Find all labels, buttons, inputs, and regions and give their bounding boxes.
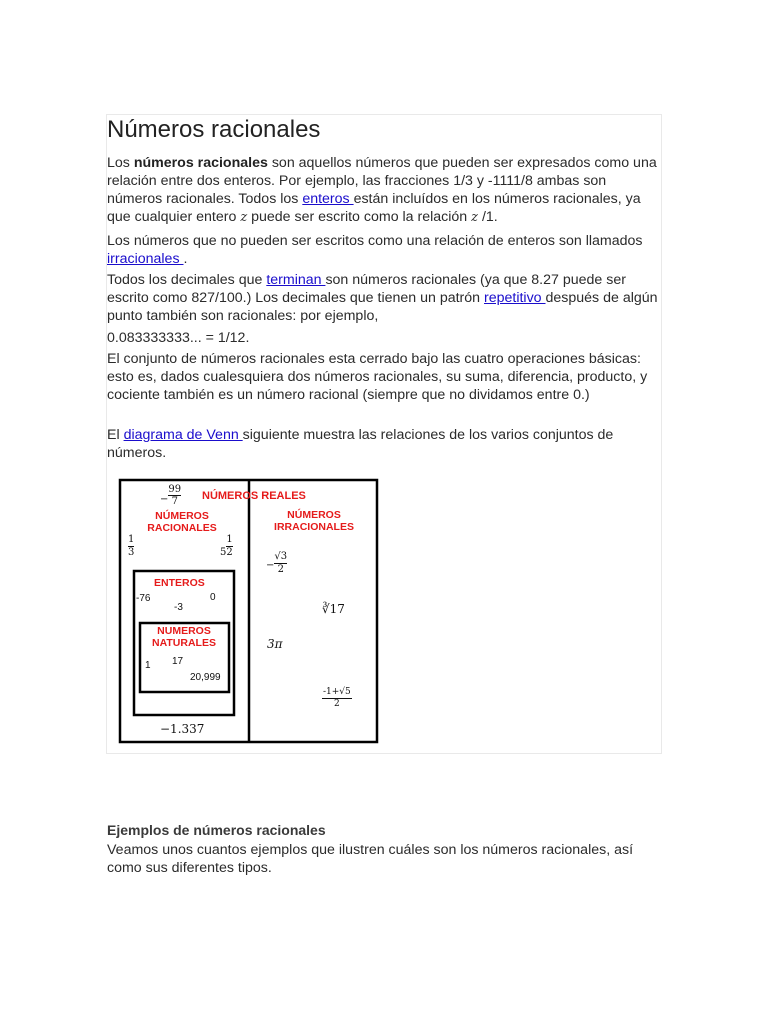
paragraph-irrationals: Los números que no pueden ser escritos como una relación de enteros son llamados irracionales . <box>107 233 643 267</box>
value-three-pi: 3π <box>267 637 283 651</box>
value-seventeen: 17 <box>172 656 184 667</box>
section-text: Veamos unos cuantos ejemplos que ilustren cuáles son los números racionales, así como sus diferentes tipos. <box>107 842 634 876</box>
fraction-neg-sqrt3-half: − $\frac{√3}{2}$ <box>266 551 288 575</box>
fraction-golden: -1+√5 2 <box>323 687 351 709</box>
paragraph-decimals: Todos los decimales que terminan son números racionales (ya que 8.27 puede ser escrito como 827/100.) Los decimales que tienen un patrón repetitivo después de algún punto también son racionales: por ejemplo, <box>107 272 658 324</box>
page-title: Números racionales <box>107 116 321 143</box>
link-terminan[interactable]: terminan <box>266 272 326 288</box>
value-cbrt17: ∛17 <box>322 602 345 616</box>
label-reales: NÚMEROS REALES <box>202 490 306 502</box>
value-20999: 20,999 <box>190 672 221 683</box>
label-enteros: ENTEROS <box>154 577 205 589</box>
fraction-neg-99-7: − $\frac{99}{7}$ <box>160 484 182 507</box>
value-neg76: -76 <box>136 593 151 604</box>
value-neg1337: −1.337 <box>160 722 205 736</box>
paragraph-definition: Los números racionales son aquellos números que pueden ser expresados como una relación entre dos enteros. Por ejemplo, las fracciones 1/3 y -1111/8 ambas son números racionales. Todos los enteros están incluídos en los números racionales, ya que cualquier entero z puede ser escrito como la relación z /1. <box>107 155 657 225</box>
decimal-example: 0.083333333... = 1/12. <box>107 330 250 346</box>
value-neg3: -3 <box>174 602 183 613</box>
link-diagrama-venn[interactable]: diagrama de Venn <box>123 427 243 443</box>
value-zero: 0 <box>210 592 216 603</box>
label-irracionales: NÚMEROS IRRACIONALES <box>274 509 354 533</box>
paragraph-venn: El diagrama de Venn siguiente muestra las relaciones de los varios conjuntos de números. <box>107 427 614 461</box>
value-one: 1 <box>145 660 151 671</box>
bold-term: números racionales <box>133 155 268 171</box>
paragraph-closure: El conjunto de números racionales esta cerrado bajo las cuatro operaciones básicas: esto es, dados cualesquiera dos números racionales, su suma, diferencia, producto, y cociente también es un número racional (siempre que no dividamos entre 0.) <box>107 351 648 403</box>
link-enteros[interactable]: enteros <box>302 191 354 207</box>
venn-diagram <box>118 478 380 745</box>
label-naturales: NUMEROS NATURALES <box>152 625 216 649</box>
label-racionales: NÚMEROS RACIONALES <box>147 510 217 534</box>
fraction-one-third: 1 3 <box>128 534 135 558</box>
link-irracionales[interactable]: irracionales <box>107 251 184 267</box>
section-heading: Ejemplos de números racionales <box>107 822 326 838</box>
mixed-five-half: 5 $\frac{1}{2}$ <box>220 534 233 558</box>
link-repetitivo[interactable]: repetitivo <box>484 290 546 306</box>
